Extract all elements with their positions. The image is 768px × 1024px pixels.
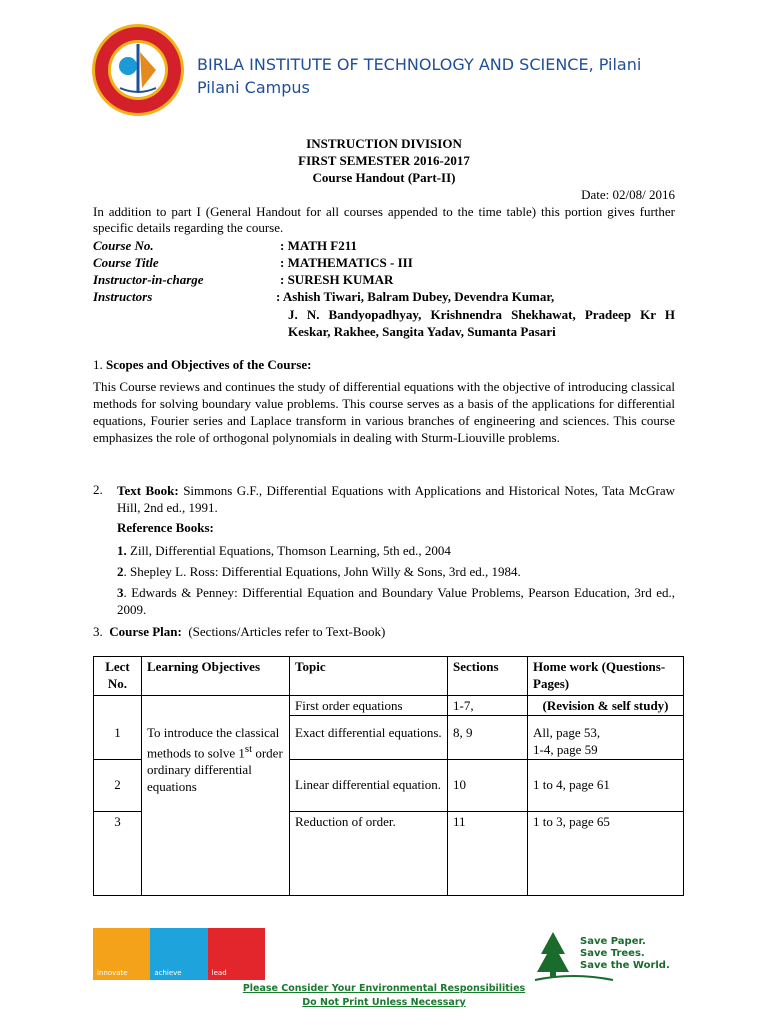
header-learning-objectives: Learning Objectives <box>142 657 290 696</box>
section-1-number: 1. <box>93 357 103 372</box>
sections-cell: 10 <box>448 760 528 812</box>
innovate-block <box>93 928 150 980</box>
header-lect-no: Lect No. <box>94 657 142 696</box>
course-title-label: Course Title <box>93 255 159 270</box>
table-row <box>94 716 684 760</box>
homework-line: 1-4, page 59 <box>533 742 598 757</box>
homework-cell: (Revision & self study) <box>528 696 684 716</box>
intro-paragraph: In addition to part I (General Handout for all courses appended to the time table) this portion gives further specific details regarding the course. <box>93 204 675 235</box>
course-no-label: Course No. <box>93 238 154 253</box>
table-header-row <box>94 657 684 696</box>
achieve-block <box>150 928 207 980</box>
campus-name: Pilani Campus <box>197 78 310 97</box>
topic-cell: Exact differential equations. <box>290 716 448 760</box>
textbook-label: Text Book: <box>117 483 179 498</box>
reference-item <box>117 542 675 559</box>
bits-logo <box>90 22 186 118</box>
homework-cell: 1 to 3, page 65 <box>528 812 684 896</box>
lect-cell: 2 <box>94 760 142 812</box>
course-title-value: : MATHEMATICS - III <box>280 255 413 270</box>
header-sections: Sections <box>448 657 528 696</box>
section-1-heading <box>93 357 311 373</box>
textbook-entry <box>117 482 675 516</box>
institute-name: BIRLA INSTITUTE OF TECHNOLOGY AND SCIENCE, Pilani <box>197 55 642 74</box>
lect-cell: 3 <box>94 812 142 896</box>
homework-line: All, page 53, <box>533 725 601 740</box>
bar-word: innovate <box>97 969 128 977</box>
footer-line-1: Please Consider Your Environmental Responsibilities <box>242 983 526 994</box>
reference-text: . Shepley L. Ross: Differential Equations, John Willy & Sons, 3rd ed., 1984. <box>123 564 521 579</box>
header-homework: Home work (Questions-Pages) <box>528 657 684 696</box>
handout-title: Course Handout (Part-II) <box>312 170 456 185</box>
header-topic: Topic <box>290 657 448 696</box>
bar-word: achieve <box>154 969 182 977</box>
bar-word: lead <box>211 969 227 977</box>
course-plan-table <box>93 656 684 896</box>
reference-number: 2 <box>117 564 124 579</box>
sections-cell: 1-7, <box>448 696 528 716</box>
homework-cell <box>528 716 684 760</box>
bits-tagline-bar <box>93 928 265 980</box>
reference-books-heading: Reference Books: <box>117 520 214 535</box>
sections-cell: 8, 9 <box>448 716 528 760</box>
save-line: Save Paper. <box>580 936 646 947</box>
homework-cell: 1 to 4, page 61 <box>528 760 684 812</box>
semester-title: FIRST SEMESTER 2016-2017 <box>298 153 470 168</box>
footer-line-2: Do Not Print Unless Necessary <box>302 997 466 1008</box>
course-plan-note: (Sections/Articles refer to Text-Book) <box>188 624 386 639</box>
lect-cell <box>94 696 142 716</box>
table-row <box>94 696 684 716</box>
textbook-text: Simmons G.F., Differential Equations with Applications and Historical Notes, Tata McGraw Hill, 2nd ed., 1991. <box>117 483 675 515</box>
lect-cell: 1 <box>94 716 142 760</box>
handout-date: Date: 02/08/ 2016 <box>581 187 675 202</box>
division-title: INSTRUCTION DIVISION <box>306 136 462 151</box>
instructors-line-2: J. N. Bandyopadhyay, Krishnendra Shekhawat, Pradeep Kr H Keskar, Rakhee, Sangita Yadav, Sumanta Pasari <box>288 307 675 339</box>
save-paper-text <box>580 936 670 972</box>
topic-cell: First order equations <box>290 696 448 716</box>
objective-text: To introduce the classical methods to solve 1 <box>147 724 280 760</box>
reference-text: Zill, Differential Equations, Thomson Learning, 5th ed., 2004 <box>130 543 451 558</box>
objective-tail: order ordinary differential equations <box>147 744 283 794</box>
topic-cell: Reduction of order. <box>290 812 448 896</box>
lead-block <box>208 928 265 980</box>
course-plan-label: Course Plan: <box>109 624 182 639</box>
section-3-heading <box>93 624 385 640</box>
reference-number: 1. <box>117 543 127 558</box>
reference-text: . Edwards & Penney: Differential Equation and Boundary Value Problems, Pearson Education, 3rd ed., 2009. <box>117 585 675 617</box>
sections-cell: 11 <box>448 812 528 896</box>
topic-cell: Linear differential equation. <box>290 760 448 812</box>
reference-item <box>117 563 675 580</box>
save-line: Save Trees. <box>580 948 645 959</box>
section-1-title: Scopes and Objectives of the Course: <box>106 357 312 372</box>
section-3-number: 3. <box>93 624 103 639</box>
reference-item <box>117 584 675 618</box>
instructors-label: Instructors <box>93 289 153 304</box>
instructors-line-1: : Ashish Tiwari, Balram Dubey, Devendra Kumar, <box>276 289 555 304</box>
instructor-in-charge-label: Instructor-in-charge <box>93 272 204 287</box>
section-2-number: 2. <box>93 482 103 497</box>
instructor-in-charge-value: : SURESH KUMAR <box>280 272 394 287</box>
section-1-body: This Course reviews and continues the study of differential equations with the objective of introducing classical methods for solving boundary value problems. This course serves as a basis of the applications for differential equations, Fourier series and Laplace transform in various branches of engineering and sciences. This course emphasizes the role of orthogonal polynomials in dealing with Sturm-Liouville problems. <box>93 379 675 445</box>
objective-cell <box>142 696 290 716</box>
objective-sup: st <box>244 742 253 755</box>
course-no-value: : MATH F211 <box>280 238 358 253</box>
save-line: Save the World. <box>580 960 670 971</box>
reference-number: 3 <box>117 585 124 600</box>
objective-cell <box>142 716 290 896</box>
